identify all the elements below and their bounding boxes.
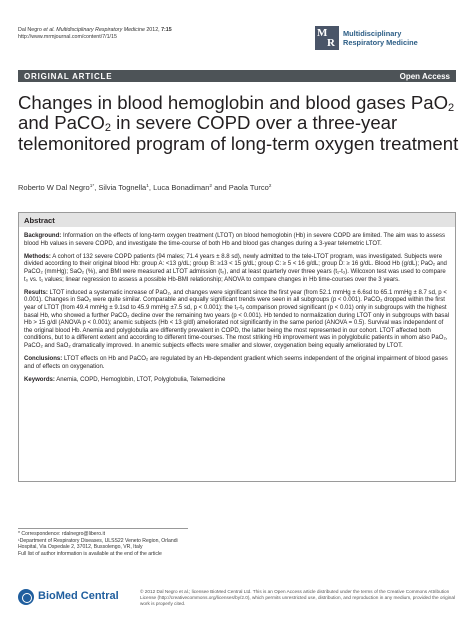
license-text: © 2012 Dal Negro et al.; licensee BioMed Central Ltd. This is an Open Access article distributed under the terms of the Creative Commons Attribution License (http://creativecommons.org/licenses/by/2.0), which permits unrestricted use, distribution, and reproduction in any medium, provided the original work is properly cited.	[140, 589, 455, 606]
abstract-body	[24, 233, 450, 390]
article-title: Changes in blood hemoglobin and blood gases PaO$_2$ and PaCO$_2$ in severe COPD over a three-year telemonitored program of long-term oxygen treatment	[18, 92, 459, 154]
mrm-logo-icon: M R	[315, 26, 339, 50]
footnote-divider	[18, 528, 188, 529]
footnote: * Correspondence: rdalnegro@libero.it ¹Department of Respiratory Diseases, ULSS22 Veneto Region, Orlandi Hospital, Via Ospedale 2, 37012, Bussolengo, VR, Italy Full list of author information is available at the end of the article	[18, 531, 178, 557]
abstract-results: Results: LTOT induced a systematic increase of PaO₂, and changes were significant since the first year (from 52.1 mmHg ± 6.6sd to 65.1 mmHg ± 8.7 sd, p < 0.001). Changes in SaO₂ were quite similar. Comparable and equally significant trends were seen in all subgroups (p < 0.001). PaCO₂ dropped within the first year of LTOT (from 49.4 mmHg ± 9.1sd to 45.9 mmHg ±7.5 sd, p < 0.001): the t₁-t₃ comparison proved significant (p < 0.01) only in subgroups with the highest basal Hb, who showed a further PaCO₂ decline over the remaining two years (p < 0.001). Hb tended to normalization during LTOT only in subgroups with basal Hb > 15 g/dl (ANOVA p < 0.001); anemic subjects (Hb < 13 g/dl) ameliorated not significantly in the same period (ANOVA = 0.5). Survival was independent of the original blood Hb. Anemia and polyglobulia are differently prevalent in COPD, the latter being the most represented in our cohort. LTOT affected both conditions, but to a different extent and according to different time-courses. The most striking Hb improvement was in polyglobulic patients in whom also PaO₂, PaCO₂ and SaO₂ dramatically improved. In anemic subjects effects were smaller and slower, oxygenation being equally ameliorated by LTOT.	[24, 289, 450, 349]
author-link[interactable]: Roberto W Dal Negro	[18, 183, 90, 192]
article-type-label: ORIGINAL ARTICLE	[24, 71, 113, 81]
abstract-keywords: Keywords: Anemia, COPD, Hemoglobin, LTOT, Polyglobulia, Telemedicine	[24, 376, 226, 383]
abstract-background: Background: Information on the effects of long-term oxygen treatment (LTOT) on blood hemoglobin (Hb) in severe COPD are limited. The aim was to assess blood Hb values in severe COPD, and investigate the time-course of both Hb and blood gas changes during a 3-year telemetric LTOT.	[24, 233, 446, 247]
biomed-central-logo	[18, 588, 133, 606]
biomed-central-orb-icon	[18, 589, 34, 605]
citation-line-1: Dal Negro et al. Multidisciplinary Respiratory Medicine 2012, 7:15	[18, 27, 172, 33]
journal-name: Multidisciplinary Respiratory Medicine	[343, 29, 418, 47]
abstract-header: Abstract	[19, 213, 455, 227]
abstract-box	[18, 212, 456, 482]
open-access-label: Open Access	[399, 71, 450, 81]
publisher-name: BioMed Central	[38, 590, 119, 602]
abstract-conclusions: Conclusions: LTOT effects on Hb and PaCO₂ are regulated by an Hb-dependent gradient which seems independent of the original impairment of blood gases and of effects on oxygenation.	[24, 356, 448, 370]
abstract-methods: Methods: A cohort of 132 severe COPD patients (94 males; 71.4 years ± 8.8 sd), newly admitted to the tele-LTOT program, was investigated. Subjects were divided according to their original blood Hb: group A: <13 g/dL; group B: ≥13 < 15 g/dL; group C: ≥ 5 < 16 g/dL; group D: ≥ 16 g/dL. Blood Hb (g/dL); PaO₂ and PaCO₂ (mmHg); SaO₂ (%), and BMI were measured at LTOT admission (t₀), and at least quarterly over three years (t₁-t₃). Wilcoxon test was used to compare t₀ vs. t₁ values; linear regression to assess a possible Hb-BMI relationship; ANOVA to compare changes in Hb time-courses over the 3 years.	[24, 253, 447, 283]
article-type-bar	[18, 70, 456, 82]
journal-logo	[315, 26, 455, 52]
correspondence-email[interactable]: * Correspondence: rdalnegro@libero.it	[18, 531, 106, 537]
citation-header	[18, 27, 172, 41]
citation-url[interactable]: http://www.mrmjournal.com/content/7/1/15	[18, 34, 117, 41]
author-list: Roberto W Dal Negro$^{1*}$, Silvia Tognella$^1$, Luca Bonadiman$^2$ and Paola Turco$^2$	[18, 183, 272, 192]
